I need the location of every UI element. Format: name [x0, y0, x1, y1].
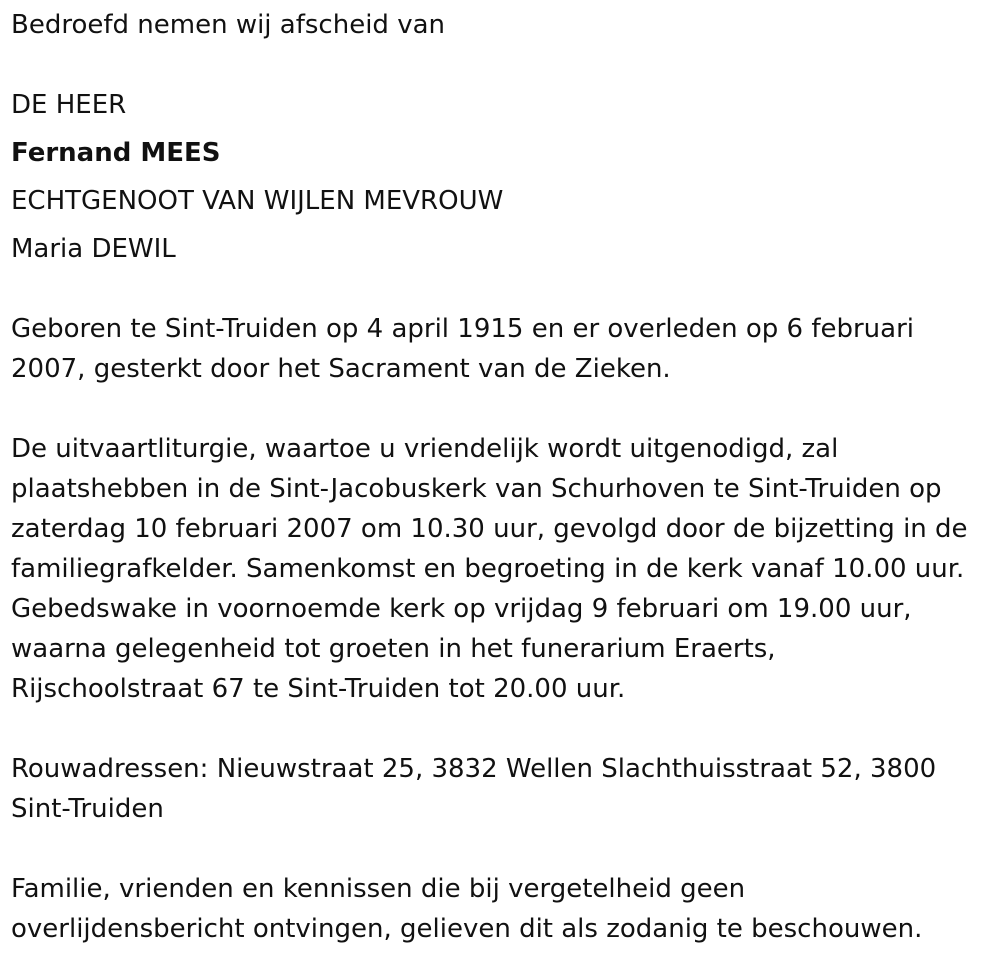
relation-text: ECHTGENOOT VAN WIJLEN MEVROUW: [11, 186, 504, 216]
ceremony-line: Gebedswake in voornoemde kerk op vrijdag 9 februari om 19.00 uur,: [11, 594, 912, 624]
address-line: Sint-Truiden: [11, 794, 164, 824]
ceremony-line: familiegrafkelder. Samenkomst en begroeting in de kerk vanaf 10.00 uur.: [11, 554, 965, 584]
ceremony-line: zaterdag 10 februari 2007 om 10.30 uur, gevolgd door de bijzetting in de: [11, 514, 968, 544]
deceased-name: Fernand MEES: [11, 138, 221, 168]
ceremony-line: waarna gelegenheid tot groeten in het funerarium Eraerts,: [11, 634, 776, 664]
spouse-name: Maria DEWIL: [11, 234, 176, 264]
birth-death-line: 2007, gesterkt door het Sacrament van de Zieken.: [11, 354, 671, 384]
closing-line: Familie, vrienden en kennissen die bij vergetelheid geen: [11, 874, 746, 904]
closing-line: overlijdensbericht ontvingen, gelieven dit als zodanig te beschouwen.: [11, 914, 923, 944]
ceremony-line: Rijschoolstraat 67 te Sint-Truiden tot 20.00 uur.: [11, 674, 626, 704]
birth-death-line: Geboren te Sint-Truiden op 4 april 1915 en er overleden op 6 februari: [11, 314, 914, 344]
ceremony-line: De uitvaartliturgie, waartoe u vriendelijk wordt uitgenodigd, zal: [11, 434, 839, 464]
intro-text: Bedroefd nemen wij afscheid van: [11, 10, 445, 40]
ceremony-line: plaatshebben in de Sint-Jacobuskerk van Schurhoven te Sint-Truiden op: [11, 474, 942, 504]
address-line: Rouwadressen: Nieuwstraat 25, 3832 Wellen Slachthuisstraat 52, 3800: [11, 754, 937, 784]
deceased-title: DE HEER: [11, 90, 127, 120]
